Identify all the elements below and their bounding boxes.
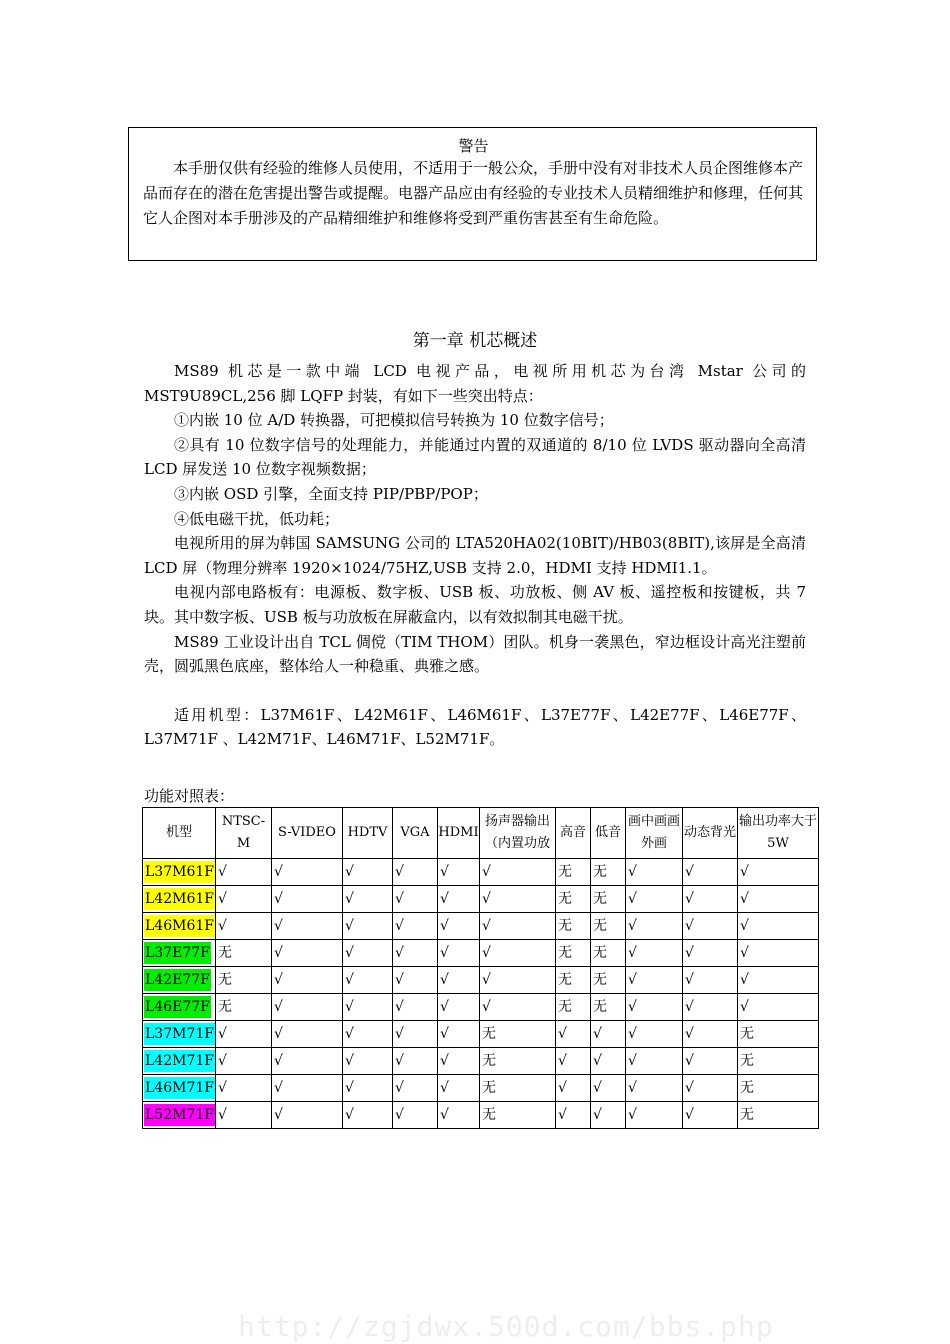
model-name: L46E77F: [144, 996, 211, 1018]
feature-cell: 无: [556, 859, 591, 886]
feature-cell: √: [738, 940, 819, 967]
model-name: L42E77F: [144, 969, 211, 991]
model-cell: [143, 1021, 216, 1048]
model-cell: [143, 859, 216, 886]
paragraph-intro: MS89 机芯是一款中端 LCD 电视产品，电视所用机芯为台湾 Mstar 公司的 MST9U89CL,256 脚 LQFP 封装，有如下一些突出特点：: [144, 362, 806, 405]
feature-cell: √: [216, 1075, 272, 1102]
header-treble: 高音: [556, 808, 591, 859]
feature-cell: √: [393, 1048, 438, 1075]
model-cell: [143, 994, 216, 1021]
feature-cell: √: [272, 1102, 343, 1129]
warning-title: 警告: [458, 137, 489, 155]
feature-cell: √: [438, 1048, 480, 1075]
feature-cell: √: [272, 859, 343, 886]
chapter-title: 第一章 机芯概述: [412, 331, 538, 351]
spacer: [144, 679, 806, 703]
feature-cell: 无: [556, 913, 591, 940]
feature-cell: √: [343, 886, 393, 913]
feature-cell: 无: [480, 1048, 556, 1075]
paragraph-screen: 电视所用的屏为韩国 SAMSUNG 公司的 LTA520HA02(10BIT)/HB03(8BIT),该屏是全高清 LCD 屏（物理分辨率 1920×1024/75HZ,USB 支持 2.0，HDMI 支持 HDMI1.1。: [144, 534, 806, 577]
feature-cell: √: [343, 1102, 393, 1129]
feature-cell: √: [272, 1021, 343, 1048]
feature-cell: √: [272, 913, 343, 940]
feature-cell: √: [343, 994, 393, 1021]
feature-cell: 无: [480, 1075, 556, 1102]
feature-cell: 无: [591, 886, 626, 913]
feature-cell: √: [272, 1075, 343, 1102]
feature-cell: √: [591, 1075, 626, 1102]
table-body: [143, 859, 819, 1129]
model-cell: [143, 1102, 216, 1129]
feature-cell: √: [738, 859, 819, 886]
table-row: [143, 886, 819, 913]
warning-box: [128, 127, 817, 261]
feature-cell: √: [393, 967, 438, 994]
header-dynamic-backlight: 动态背光: [683, 808, 738, 859]
header-s-video: S-VIDEO: [272, 808, 343, 859]
feature-cell: √: [393, 859, 438, 886]
feature-cell: √: [216, 1048, 272, 1075]
model-name: L42M71F: [144, 1050, 215, 1072]
feature-cell: √: [480, 967, 556, 994]
feature-cell: √: [343, 1021, 393, 1048]
feature-cell: √: [738, 886, 819, 913]
feature-cell: √: [480, 994, 556, 1021]
feature-cell: √: [438, 1102, 480, 1129]
model-cell: [143, 913, 216, 940]
feature-cell: √: [683, 913, 738, 940]
feature-cell: √: [626, 1075, 683, 1102]
feature-cell: √: [393, 1102, 438, 1129]
table-row: [143, 1102, 819, 1129]
feature-cell: √: [683, 940, 738, 967]
header-output-power: 输出功率大于 5W: [738, 808, 819, 859]
header-model: 机型: [143, 808, 216, 859]
feature-cell: 无: [591, 859, 626, 886]
model-cell: [143, 1048, 216, 1075]
feature-cell: √: [683, 1075, 738, 1102]
feature-cell: 无: [480, 1102, 556, 1129]
header-pip: 画中画画外画: [626, 808, 683, 859]
paragraph-feature-2: ②具有 10 位数字信号的处理能力，并能通过内置的双通道的 8/10 位 LVDS 驱动器向全高清 LCD 屏发送 10 位数字视频数据；: [144, 435, 806, 479]
paragraph-feature-1: ①内嵌 10 位 A/D 转换器，可把模拟信号转换为 10 位数字信号；: [174, 411, 614, 430]
paragraph-boards: 电视内部电路板有：电源板、数字板、USB 板、功放板、侧 AV 板、遥控板和按键板，共 7 块。其中数字板、USB 板与功放板在屏蔽盒内，以有效拟制其电磁干扰。: [144, 583, 806, 626]
feature-cell: √: [626, 967, 683, 994]
feature-cell: √: [393, 940, 438, 967]
feature-cell: 无: [216, 994, 272, 1021]
feature-cell: √: [626, 1102, 683, 1129]
feature-cell: √: [626, 940, 683, 967]
feature-cell: √: [438, 886, 480, 913]
watermark: http://zgjdwx.500d.com/bbs.php: [238, 1310, 774, 1343]
feature-cell: 无: [556, 886, 591, 913]
feature-cell: √: [343, 1075, 393, 1102]
feature-cell: √: [216, 1021, 272, 1048]
feature-cell: √: [683, 1048, 738, 1075]
function-table: [142, 807, 819, 1129]
paragraph-feature-4: ④低电磁干扰，低功耗；: [174, 509, 340, 528]
feature-cell: 无: [738, 1102, 819, 1129]
model-cell: [143, 1075, 216, 1102]
header-bass: 低音: [591, 808, 626, 859]
feature-cell: √: [683, 1102, 738, 1129]
feature-cell: 无: [591, 913, 626, 940]
feature-cell: √: [343, 967, 393, 994]
feature-cell: √: [626, 913, 683, 940]
model-name: L52M71F: [144, 1104, 215, 1126]
table-caption: 功能对照表：: [144, 787, 235, 805]
feature-cell: √: [556, 1075, 591, 1102]
feature-cell: √: [556, 1102, 591, 1129]
model-name: L46M61F: [144, 915, 215, 937]
feature-cell: √: [738, 967, 819, 994]
table-row: [143, 940, 819, 967]
feature-cell: 无: [738, 1021, 819, 1048]
table-row: [143, 967, 819, 994]
feature-cell: 无: [556, 940, 591, 967]
feature-cell: √: [343, 913, 393, 940]
model-name: L42M61F: [144, 888, 215, 910]
feature-cell: √: [480, 886, 556, 913]
table-row: [143, 1075, 819, 1102]
feature-cell: √: [438, 967, 480, 994]
paragraph-design: MS89 工业设计出自 TCL 倜傥（TIM THOM）团队。机身一袭黑色，窄边框设计高光注塑前壳，圆弧黑色底座，整体给人一种稳重、典雅之感。: [144, 632, 806, 676]
feature-cell: √: [626, 1048, 683, 1075]
model-name: L37M71F: [144, 1023, 215, 1045]
header-vga: VGA: [393, 808, 438, 859]
feature-cell: 无: [556, 967, 591, 994]
table-row: [143, 1048, 819, 1075]
feature-cell: 无: [591, 940, 626, 967]
feature-cell: 无: [556, 994, 591, 1021]
table-row: [143, 1021, 819, 1048]
feature-cell: √: [216, 913, 272, 940]
feature-cell: √: [438, 1075, 480, 1102]
header-speaker-output: 扬声器输出（内置功放: [480, 808, 556, 859]
paragraph-feature-3: ③内嵌 OSD 引擎，全面支持 PIP/PBP/POP；: [174, 484, 488, 503]
feature-cell: √: [556, 1021, 591, 1048]
feature-cell: √: [591, 1102, 626, 1129]
feature-cell: √: [683, 1021, 738, 1048]
model-cell: [143, 967, 216, 994]
feature-cell: 无: [591, 994, 626, 1021]
header-hdtv: HDTV: [343, 808, 393, 859]
feature-cell: 无: [216, 940, 272, 967]
feature-cell: √: [438, 940, 480, 967]
applicable-models: 适用机型：L37M61F、L42M61F、L46M61F、L37E77F、L42E77F、L46E77F、L37M71F 、L42M71F、L46M71F、L52M71F。: [144, 705, 806, 749]
warning-body: 本手册仅供有经验的维修人员使用，不适用于一般公众，手册中没有对非技术人员企图维修本产品而存在的潜在危害提出警告或提醒。电器产品应由有经验的专业技术人员精细维护和修理，任何其它人企图对本手册涉及的产品精细维护和维修将受到严重伤害甚至有生命危险。: [143, 159, 804, 227]
feature-cell: √: [216, 859, 272, 886]
feature-cell: √: [393, 1075, 438, 1102]
chapter-content: [144, 359, 806, 752]
feature-cell: √: [591, 1021, 626, 1048]
table-row: [143, 994, 819, 1021]
feature-cell: √: [272, 886, 343, 913]
header-ntsc-m: NTSC-M: [216, 808, 272, 859]
feature-cell: √: [626, 1021, 683, 1048]
feature-cell: √: [272, 967, 343, 994]
table-row: [143, 913, 819, 940]
feature-cell: √: [438, 859, 480, 886]
table-header-row: [143, 808, 819, 859]
feature-cell: √: [343, 859, 393, 886]
model-name: L37E77F: [144, 942, 211, 964]
feature-cell: √: [438, 913, 480, 940]
feature-cell: √: [591, 1048, 626, 1075]
model-cell: [143, 886, 216, 913]
feature-cell: √: [626, 886, 683, 913]
feature-cell: √: [216, 1102, 272, 1129]
feature-cell: √: [480, 859, 556, 886]
feature-cell: 无: [216, 967, 272, 994]
feature-cell: √: [438, 994, 480, 1021]
table-row: [143, 859, 819, 886]
feature-cell: √: [480, 913, 556, 940]
model-name: L46M71F: [144, 1077, 215, 1099]
feature-cell: √: [683, 994, 738, 1021]
model-cell: [143, 940, 216, 967]
feature-cell: √: [683, 886, 738, 913]
feature-cell: √: [393, 994, 438, 1021]
feature-cell: 无: [738, 1075, 819, 1102]
feature-cell: √: [626, 994, 683, 1021]
feature-cell: √: [343, 1048, 393, 1075]
feature-cell: 无: [738, 1048, 819, 1075]
feature-cell: √: [438, 1021, 480, 1048]
feature-cell: √: [480, 940, 556, 967]
header-hdmi: HDMI: [438, 808, 480, 859]
feature-cell: √: [556, 1048, 591, 1075]
feature-cell: √: [738, 994, 819, 1021]
feature-cell: √: [393, 1021, 438, 1048]
feature-cell: √: [683, 859, 738, 886]
feature-cell: √: [272, 1048, 343, 1075]
feature-cell: √: [272, 994, 343, 1021]
feature-cell: √: [272, 940, 343, 967]
feature-cell: 无: [480, 1021, 556, 1048]
feature-cell: √: [393, 913, 438, 940]
feature-cell: √: [393, 886, 438, 913]
feature-cell: √: [216, 886, 272, 913]
feature-cell: √: [738, 913, 819, 940]
feature-cell: 无: [591, 967, 626, 994]
model-name: L37M61F: [144, 861, 215, 883]
feature-cell: √: [683, 967, 738, 994]
feature-cell: √: [626, 859, 683, 886]
feature-cell: √: [343, 940, 393, 967]
